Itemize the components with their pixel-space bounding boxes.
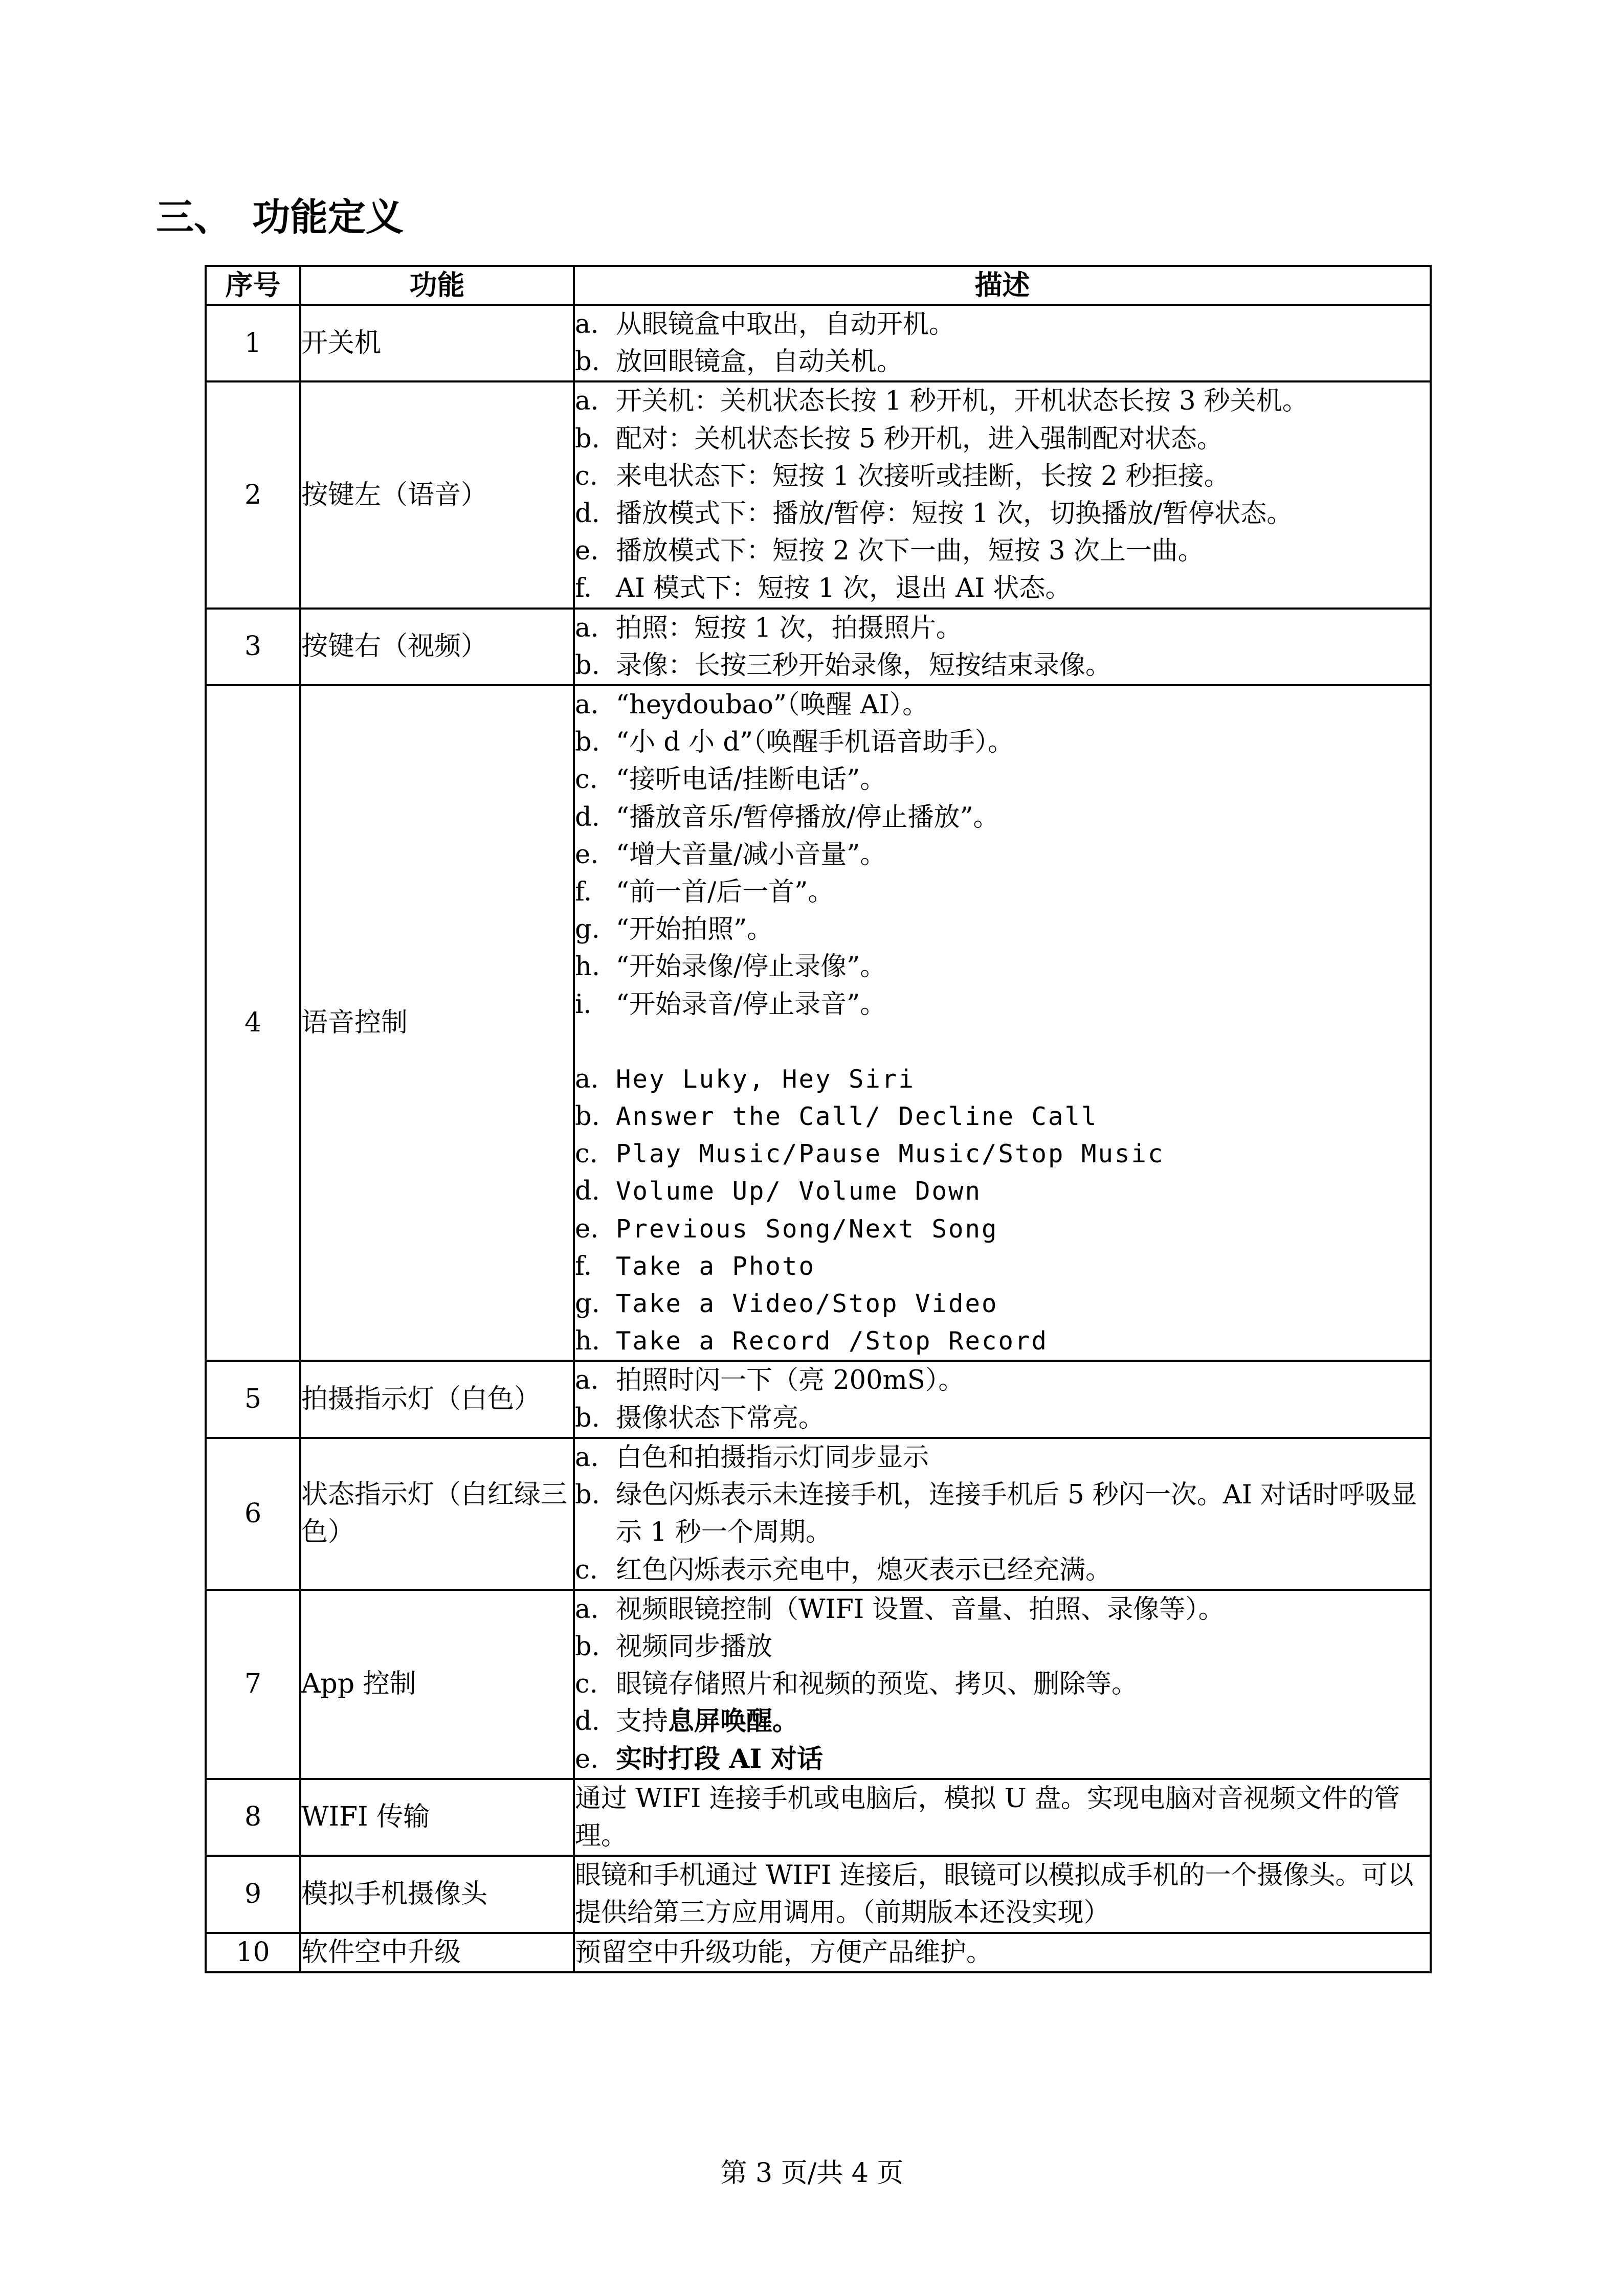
description-line bbox=[575, 948, 1430, 985]
description-line bbox=[575, 761, 1430, 798]
description-line bbox=[575, 1665, 1430, 1703]
table-row bbox=[206, 1438, 1431, 1590]
row-number: 4 bbox=[206, 685, 300, 1361]
list-marker: h. bbox=[575, 952, 600, 982]
section-heading bbox=[156, 192, 404, 243]
row-description bbox=[574, 305, 1431, 381]
row-number: 5 bbox=[206, 1361, 300, 1437]
list-marker: e. bbox=[575, 839, 599, 870]
row-description bbox=[574, 1856, 1431, 1932]
list-marker: a. bbox=[575, 1594, 599, 1625]
description-line bbox=[575, 724, 1430, 761]
row-number: 7 bbox=[206, 1590, 300, 1779]
list-marker: g. bbox=[575, 914, 600, 945]
list-marker: d. bbox=[575, 499, 600, 529]
description-line bbox=[575, 1591, 1430, 1628]
table-header-row bbox=[206, 266, 1431, 305]
section-number: 三、 bbox=[156, 195, 232, 239]
row-number: 2 bbox=[206, 381, 300, 608]
description-line bbox=[575, 799, 1430, 836]
line-text: 白色和拍摄指示灯同步显示 bbox=[616, 1442, 929, 1473]
header-description: 描述 bbox=[574, 266, 1431, 305]
description-line bbox=[575, 570, 1430, 607]
description-line bbox=[575, 532, 1430, 570]
header-function: 功能 bbox=[300, 266, 574, 305]
table-row bbox=[206, 381, 1431, 608]
table-row bbox=[206, 1933, 1431, 1972]
description-line bbox=[575, 1551, 1430, 1589]
row-function: App 控制 bbox=[300, 1590, 574, 1779]
description-line bbox=[575, 836, 1430, 873]
description-line bbox=[575, 986, 1430, 1023]
list-marker: e. bbox=[575, 536, 599, 567]
description-line-english bbox=[575, 1098, 1430, 1135]
description-line bbox=[575, 873, 1430, 911]
line-text: 播放模式下：短按 2 次下一曲，短按 3 次上一曲。 bbox=[616, 536, 1204, 567]
table-row bbox=[206, 1361, 1431, 1437]
line-text: 从眼镜盒中取出，自动开机。 bbox=[616, 309, 955, 340]
row-number: 8 bbox=[206, 1779, 300, 1856]
table-row bbox=[206, 1590, 1431, 1779]
list-marker: i. bbox=[575, 989, 592, 1020]
description-line bbox=[575, 1703, 1430, 1740]
description-line-english bbox=[575, 1173, 1430, 1210]
description-line bbox=[575, 911, 1430, 948]
line-text: 视频眼镜控制（WIFI 设置、音量、拍照、录像等）。 bbox=[616, 1594, 1225, 1625]
description-line-english bbox=[575, 1322, 1430, 1360]
list-marker: a. bbox=[575, 1365, 599, 1396]
list-marker: h. bbox=[575, 1326, 600, 1357]
line-text: “增大音量/减小音量”。 bbox=[616, 839, 886, 870]
list-marker: e. bbox=[575, 1744, 599, 1774]
line-text: 录像：长按三秒开始录像，短按结束录像。 bbox=[616, 650, 1112, 681]
list-marker: e. bbox=[575, 1213, 599, 1244]
row-function: 软件空中升级 bbox=[300, 1933, 574, 1972]
row-function: 状态指示灯（白红绿三色） bbox=[300, 1438, 574, 1590]
table-row bbox=[206, 1779, 1431, 1856]
description-line bbox=[575, 1400, 1430, 1437]
line-text: 眼镜存储照片和视频的预览、拷贝、删除等。 bbox=[616, 1669, 1138, 1700]
list-marker: a. bbox=[575, 613, 599, 643]
row-function: 开关机 bbox=[300, 305, 574, 381]
description-line bbox=[575, 343, 1430, 380]
description-line bbox=[575, 686, 1430, 724]
row-description bbox=[574, 1438, 1431, 1590]
line-text: AI 模式下：短按 1 次，退出 AI 状态。 bbox=[616, 573, 1072, 604]
description-line bbox=[575, 495, 1430, 532]
line-text: 视频同步播放 bbox=[616, 1631, 773, 1662]
list-marker: b. bbox=[575, 650, 600, 681]
row-description bbox=[574, 609, 1431, 685]
line-text: 开关机：关机状态长按 1 秒开机，开机状态长按 3 秒关机。 bbox=[616, 386, 1308, 417]
description-paragraph: 眼镜和手机通过 WIFI 连接后，眼镜可以模拟成手机的一个摄像头。可以提供给第三方应用调用。（前期版本还没实现） bbox=[575, 1860, 1414, 1928]
description-line bbox=[575, 1741, 1430, 1778]
table-row bbox=[206, 609, 1431, 685]
description-line-english bbox=[575, 1210, 1430, 1248]
list-marker: f. bbox=[575, 573, 592, 604]
description-line-english bbox=[575, 1248, 1430, 1285]
line-text: “接听电话/挂断电话”。 bbox=[616, 764, 886, 795]
row-description bbox=[574, 381, 1431, 608]
description-line bbox=[575, 610, 1430, 647]
line-text: Play Music/Pause Music/Stop Music bbox=[616, 1139, 1165, 1169]
line-text: “开始录像/停止录像”。 bbox=[616, 952, 886, 982]
list-marker: a. bbox=[575, 1064, 599, 1094]
line-text: “开始拍照”。 bbox=[616, 914, 773, 945]
line-text: Volume Up/ Volume Down bbox=[616, 1177, 982, 1206]
description-line bbox=[575, 1476, 1430, 1551]
table-row bbox=[206, 1856, 1431, 1932]
description-line-english bbox=[575, 1061, 1430, 1098]
list-marker: b. bbox=[575, 1480, 600, 1511]
list-marker: c. bbox=[575, 1669, 598, 1700]
row-number: 3 bbox=[206, 609, 300, 685]
list-marker: c. bbox=[575, 1555, 598, 1585]
row-number: 6 bbox=[206, 1438, 300, 1590]
description-line bbox=[575, 382, 1430, 420]
line-text: Take a Photo bbox=[616, 1251, 816, 1281]
table-row bbox=[206, 685, 1431, 1361]
row-function: WIFI 传输 bbox=[300, 1779, 574, 1856]
line-text: Answer the Call/ Decline Call bbox=[616, 1102, 1098, 1132]
row-description bbox=[574, 1779, 1431, 1856]
description-line bbox=[575, 458, 1430, 495]
page-footer: 第 3 页/共 4 页 bbox=[720, 2158, 904, 2189]
line-text: Take a Video/Stop Video bbox=[616, 1289, 998, 1319]
description-line bbox=[575, 1628, 1430, 1665]
line-text: 来电状态下：短按 1 次接听或挂断，长按 2 秒拒接。 bbox=[616, 461, 1230, 491]
line-text: “开始录音/停止录音”。 bbox=[616, 989, 886, 1020]
row-function: 拍摄指示灯（白色） bbox=[300, 1361, 574, 1437]
description-line-english bbox=[575, 1135, 1430, 1173]
line-text-plain: 支持 bbox=[616, 1706, 669, 1737]
row-function: 模拟手机摄像头 bbox=[300, 1856, 574, 1932]
row-description bbox=[574, 1933, 1431, 1972]
row-description bbox=[574, 1361, 1431, 1437]
row-number: 9 bbox=[206, 1856, 300, 1932]
function-definition-table bbox=[205, 265, 1432, 1973]
row-function: 语音控制 bbox=[300, 685, 574, 1361]
description-paragraph: 通过 WIFI 连接手机或电脑后，模拟 U 盘。实现电脑对音视频文件的管理。 bbox=[575, 1783, 1400, 1851]
row-description bbox=[574, 1590, 1431, 1779]
list-marker: f. bbox=[575, 877, 592, 908]
line-text: 放回眼镜盒，自动关机。 bbox=[616, 347, 903, 377]
line-text: 摄像状态下常亮。 bbox=[616, 1403, 825, 1433]
line-text: 红色闪烁表示充电中，熄灭表示已经充满。 bbox=[616, 1555, 1112, 1585]
list-marker: d. bbox=[575, 1176, 600, 1207]
description-line bbox=[575, 1362, 1430, 1399]
line-text: Take a Record /Stop Record bbox=[616, 1326, 1049, 1356]
line-text: Previous Song/Next Song bbox=[616, 1214, 998, 1244]
list-marker: d. bbox=[575, 1706, 600, 1737]
line-text: Hey Luky, Hey Siri bbox=[616, 1064, 916, 1094]
list-marker: a. bbox=[575, 690, 599, 721]
line-text: “heydoubao”（唤醒 AI）。 bbox=[616, 690, 929, 721]
blank-line bbox=[575, 1023, 1430, 1061]
header-number: 序号 bbox=[206, 266, 300, 305]
table-row bbox=[206, 305, 1431, 381]
line-text: 绿色闪烁表示未连接手机，连接手机后 5 秒闪一次。AI 对话时呼吸显示 1 秒一个周期。 bbox=[616, 1480, 1417, 1548]
line-text: “小 d 小 d”（唤醒手机语音助手）。 bbox=[616, 727, 1014, 758]
row-function: 按键左（语音） bbox=[300, 381, 574, 608]
line-text-bold: 实时打段 AI 对话 bbox=[616, 1743, 823, 1774]
list-marker: c. bbox=[575, 461, 598, 491]
list-marker: b. bbox=[575, 347, 600, 377]
line-text: 拍照时闪一下（亮 200mS）。 bbox=[616, 1365, 965, 1396]
description-paragraph: 预留空中升级功能，方便产品维护。 bbox=[575, 1937, 993, 1968]
line-text: “前一首/后一首”。 bbox=[616, 877, 834, 908]
list-marker: c. bbox=[575, 764, 598, 795]
list-marker: a. bbox=[575, 309, 599, 340]
section-title-text: 功能定义 bbox=[252, 195, 404, 239]
row-description bbox=[574, 685, 1431, 1361]
list-marker: b. bbox=[575, 423, 600, 454]
row-function: 按键右（视频） bbox=[300, 609, 574, 685]
line-text bbox=[616, 1703, 1430, 1740]
list-marker: a. bbox=[575, 386, 599, 417]
row-number: 10 bbox=[206, 1933, 300, 1972]
list-marker: f. bbox=[575, 1251, 592, 1281]
line-text: 配对：关机状态长按 5 秒开机，进入强制配对状态。 bbox=[616, 423, 1223, 454]
list-marker: c. bbox=[575, 1139, 598, 1169]
list-marker: b. bbox=[575, 727, 600, 758]
description-line bbox=[575, 420, 1430, 458]
list-marker: a. bbox=[575, 1442, 599, 1473]
line-text: 拍照：短按 1 次，拍摄照片。 bbox=[616, 613, 962, 643]
description-line bbox=[575, 306, 1430, 343]
description-line bbox=[575, 647, 1430, 684]
description-line bbox=[575, 1439, 1430, 1476]
list-marker: b. bbox=[575, 1403, 600, 1433]
list-marker: d. bbox=[575, 802, 600, 832]
list-marker: g. bbox=[575, 1289, 600, 1319]
list-marker: b. bbox=[575, 1631, 600, 1662]
list-marker: b. bbox=[575, 1101, 600, 1132]
line-text: “播放音乐/暂停播放/停止播放”。 bbox=[616, 802, 999, 832]
line-text-bold: 息屏唤醒。 bbox=[668, 1706, 799, 1737]
description-line-english bbox=[575, 1285, 1430, 1322]
line-text: 播放模式下：播放/暂停：短按 1 次，切换播放/暂停状态。 bbox=[616, 499, 1293, 529]
row-number: 1 bbox=[206, 305, 300, 381]
